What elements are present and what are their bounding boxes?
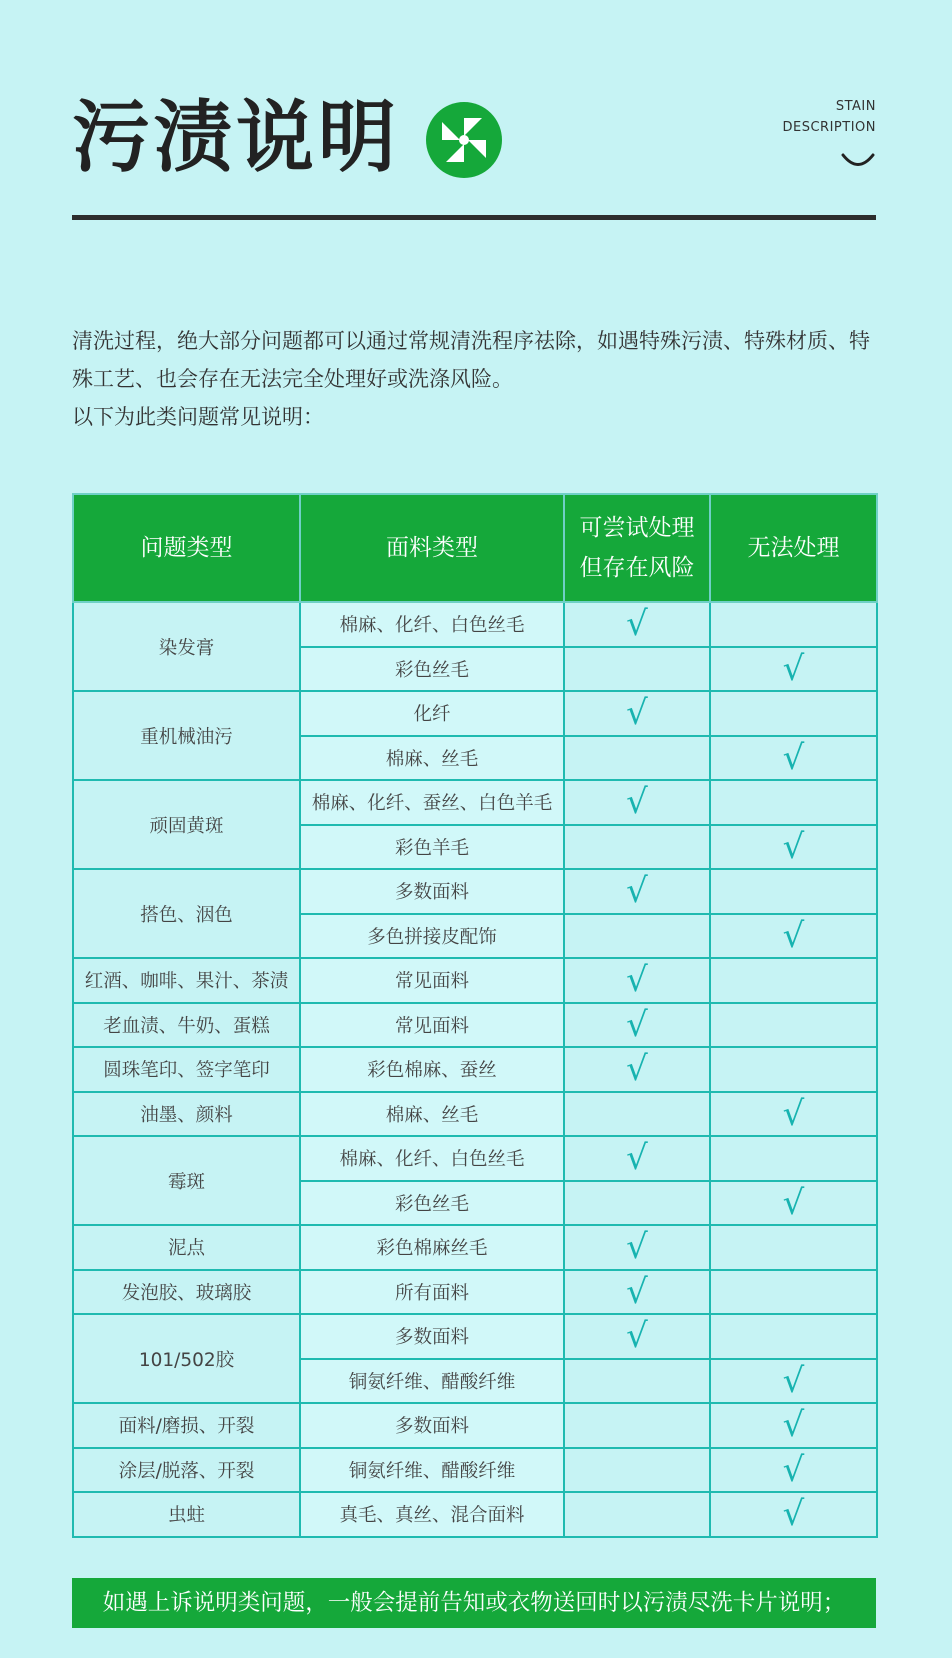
check-mark-icon: √	[626, 1049, 648, 1090]
problem-type-cell: 油墨、颜料	[73, 1092, 300, 1137]
risky-check-cell	[564, 1047, 710, 1092]
fabric-type-cell: 彩色棉麻、蚕丝	[300, 1047, 564, 1092]
risky-check-cell	[564, 1225, 710, 1270]
subtitle-line-1: STAIN	[835, 99, 876, 114]
fabric-type-cell: 棉麻、化纤、蚕丝、白色羊毛	[300, 780, 564, 825]
table-row	[73, 1047, 877, 1092]
cannot-check-cell	[710, 1181, 877, 1226]
cannot-check-cell	[710, 1270, 877, 1315]
fabric-type-cell: 化纤	[300, 691, 564, 736]
fabric-type-cell: 真毛、真丝、混合面料	[300, 1492, 564, 1537]
check-mark-icon: √	[782, 1360, 805, 1401]
fabric-type-cell: 棉麻、丝毛	[300, 1092, 564, 1137]
table-row	[73, 1448, 877, 1493]
cannot-check-cell	[710, 602, 877, 647]
cannot-check-cell	[710, 647, 877, 692]
cannot-check-cell	[710, 1136, 877, 1181]
page-title: 污渍说明	[72, 93, 401, 183]
check-mark-icon: √	[626, 1004, 648, 1045]
fabric-type-cell: 棉麻、化纤、白色丝毛	[300, 602, 564, 647]
intro-note: 以下为此类问题常见说明：	[72, 405, 324, 429]
check-mark-icon: √	[626, 871, 648, 912]
problem-type-cell: 搭色、洇色	[73, 869, 300, 958]
risky-check-cell	[564, 1359, 710, 1404]
check-mark-icon: √	[782, 1494, 805, 1535]
check-mark-icon: √	[626, 1138, 648, 1179]
cannot-check-cell	[710, 1492, 877, 1537]
intro-paragraph: 清洗过程，绝大部分问题都可以通过常规清洗程序祛除，如遇特殊污渍、特殊材质、特殊工艺、也会存在无法完全处理好或洗涤风险。	[72, 329, 870, 391]
cannot-check-cell	[710, 1314, 877, 1359]
risky-check-cell	[564, 1003, 710, 1048]
fabric-type-cell: 棉麻、化纤、白色丝毛	[300, 1136, 564, 1181]
header-fabric-type: 面料类型	[300, 494, 564, 602]
english-subtitle	[676, 96, 876, 138]
problem-type-cell: 发泡胶、玻璃胶	[73, 1270, 300, 1315]
cannot-check-cell	[710, 825, 877, 870]
table-row	[73, 1270, 877, 1315]
cannot-check-cell	[710, 1225, 877, 1270]
table-row	[73, 1136, 877, 1181]
cannot-check-cell	[710, 1403, 877, 1448]
check-mark-icon: √	[626, 1316, 648, 1357]
problem-type-cell: 面料/磨损、开裂	[73, 1403, 300, 1448]
fabric-type-cell: 彩色羊毛	[300, 825, 564, 870]
table-row	[73, 780, 877, 825]
cannot-check-cell	[710, 736, 877, 781]
check-mark-icon: √	[782, 737, 805, 778]
table-header-row	[73, 494, 877, 602]
fabric-type-cell: 多色拼接皮配饰	[300, 914, 564, 959]
footer-note: 如遇上诉说明类问题，一般会提前告知或衣物送回时以污渍尽洗卡片说明；	[72, 1578, 876, 1628]
cannot-check-cell	[710, 780, 877, 825]
check-mark-icon: √	[782, 1449, 805, 1490]
table-row	[73, 691, 877, 736]
check-mark-icon: √	[626, 782, 648, 823]
page-header	[72, 88, 876, 228]
fabric-type-cell: 彩色丝毛	[300, 647, 564, 692]
risky-check-cell	[564, 602, 710, 647]
cannot-check-cell	[710, 1448, 877, 1493]
risky-check-cell	[564, 1492, 710, 1537]
header-problem-type: 问题类型	[73, 494, 300, 602]
risky-check-cell	[564, 691, 710, 736]
table-row	[73, 1003, 877, 1048]
risky-check-cell	[564, 1136, 710, 1181]
risky-check-cell	[564, 869, 710, 914]
fabric-type-cell: 铜氨纤维、醋酸纤维	[300, 1448, 564, 1493]
stain-table	[72, 493, 878, 1538]
problem-type-cell: 重机械油污	[73, 691, 300, 780]
table-row	[73, 1225, 877, 1270]
cannot-check-cell	[710, 914, 877, 959]
problem-type-cell: 顽固黄斑	[73, 780, 300, 869]
risky-check-cell	[564, 780, 710, 825]
smile-curve-icon	[840, 152, 876, 172]
cannot-check-cell	[710, 958, 877, 1003]
problem-type-cell: 圆珠笔印、签字笔印	[73, 1047, 300, 1092]
cannot-check-cell	[710, 1003, 877, 1048]
fabric-type-cell: 常见面料	[300, 958, 564, 1003]
fabric-type-cell: 铜氨纤维、醋酸纤维	[300, 1359, 564, 1404]
table-row	[73, 869, 877, 914]
problem-type-cell: 101/502胶	[73, 1314, 300, 1403]
risky-check-cell	[564, 647, 710, 692]
check-mark-icon: √	[626, 604, 648, 645]
fabric-type-cell: 彩色棉麻丝毛	[300, 1225, 564, 1270]
fabric-type-cell: 所有面料	[300, 1270, 564, 1315]
check-mark-icon: √	[626, 960, 648, 1001]
risky-check-cell	[564, 825, 710, 870]
problem-type-cell: 染发膏	[73, 602, 300, 691]
risky-check-cell	[564, 1314, 710, 1359]
cannot-check-cell	[710, 1092, 877, 1137]
problem-type-cell: 虫蛀	[73, 1492, 300, 1537]
risky-check-cell	[564, 1092, 710, 1137]
check-mark-icon: √	[782, 1405, 805, 1446]
check-mark-icon: √	[626, 693, 648, 734]
problem-type-cell: 老血渍、牛奶、蛋糕	[73, 1003, 300, 1048]
table-row	[73, 1092, 877, 1137]
fabric-type-cell: 多数面料	[300, 869, 564, 914]
check-mark-icon: √	[782, 1093, 805, 1134]
cannot-check-cell	[710, 1047, 877, 1092]
problem-type-cell: 泥点	[73, 1225, 300, 1270]
problem-type-cell: 霉斑	[73, 1136, 300, 1225]
intro-text	[72, 322, 882, 436]
problem-type-cell: 涂层/脱落、开裂	[73, 1448, 300, 1493]
check-mark-icon: √	[782, 826, 805, 867]
header-risky-line-2: 但存在风险	[579, 555, 695, 581]
pinwheel-logo-icon	[424, 100, 504, 180]
check-mark-icon: √	[782, 648, 805, 689]
cannot-check-cell	[710, 691, 877, 736]
subtitle-line-2: DESCRIPTION	[782, 120, 876, 135]
risky-check-cell	[564, 1270, 710, 1315]
fabric-type-cell: 彩色丝毛	[300, 1181, 564, 1226]
header-risky	[564, 494, 710, 602]
header-divider	[72, 215, 876, 220]
fabric-type-cell: 多数面料	[300, 1314, 564, 1359]
check-mark-icon: √	[626, 1227, 648, 1268]
table-row	[73, 1403, 877, 1448]
table-row	[73, 1314, 877, 1359]
risky-check-cell	[564, 914, 710, 959]
problem-type-cell: 红酒、咖啡、果汁、茶渍	[73, 958, 300, 1003]
fabric-type-cell: 棉麻、丝毛	[300, 736, 564, 781]
risky-check-cell	[564, 1448, 710, 1493]
fabric-type-cell: 常见面料	[300, 1003, 564, 1048]
header-cannot: 无法处理	[710, 494, 877, 602]
table-body	[73, 602, 877, 1537]
check-mark-icon: √	[782, 915, 805, 956]
risky-check-cell	[564, 1403, 710, 1448]
table-row	[73, 602, 877, 647]
table-row	[73, 1492, 877, 1537]
check-mark-icon: √	[626, 1271, 648, 1312]
table-row	[73, 958, 877, 1003]
cannot-check-cell	[710, 869, 877, 914]
cannot-check-cell	[710, 1359, 877, 1404]
header-risky-line-1: 可尝试处理	[579, 515, 695, 541]
risky-check-cell	[564, 1181, 710, 1226]
check-mark-icon: √	[782, 1182, 805, 1223]
risky-check-cell	[564, 958, 710, 1003]
fabric-type-cell: 多数面料	[300, 1403, 564, 1448]
risky-check-cell	[564, 736, 710, 781]
